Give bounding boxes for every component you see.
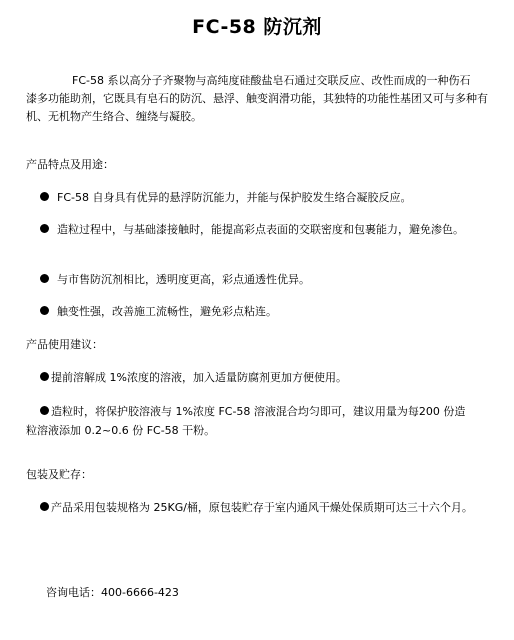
bullet-icon: [40, 502, 49, 511]
usage-item-2: [26, 402, 476, 440]
bullet-icon: [40, 274, 49, 283]
feature-text-3: 与市售防沉剂相比，透明度更高，彩点通透性优异。: [57, 273, 310, 286]
packaging-item-1: [26, 498, 476, 517]
contact-phone: 咨询电话：400-6666-423: [46, 586, 179, 599]
feature-text-4: 触变性强，改善施工流畅性，避免彩点粘连。: [57, 305, 277, 318]
intro-line-2: 漆多功能助剂，它既具有皂石的防沉、悬浮、触变润滑功能，其独特的功能性基团又可与多种有机、无机物产生络合、缠绕与凝胶。: [26, 92, 488, 123]
bullet-icon: [40, 406, 49, 415]
feature-text-1: FC-58 自身具有优异的悬浮防沉能力，并能与保护胶发生络合凝胶反应。: [57, 191, 412, 204]
usage-heading: 产品使用建议：: [26, 338, 103, 351]
usage-text-1: 提前溶解成 1%浓度的溶液，加入适量防腐剂更加方便使用。: [51, 371, 347, 384]
bullet-icon: [40, 372, 49, 381]
feature-item-2: [40, 220, 480, 239]
feature-item-1: [40, 188, 480, 207]
intro-line-1: FC-58 系以高分子齐聚物与高纯度硅酸盐皂石通过交联反应、改性而成的一种伤石: [72, 74, 471, 87]
bullet-icon: [40, 224, 49, 233]
document-title: FC-58 防沉剂: [192, 16, 322, 38]
feature-item-4: [40, 302, 480, 321]
intro-paragraph: [26, 72, 498, 126]
packaging-heading: 包装及贮存：: [26, 468, 92, 481]
usage-text-2: 造粒时，将保护胶溶液与 1%浓度 FC-58 溶液混合均匀即可，建议用量为每200 份造粒溶液添加 0.2~0.6 份 FC-58 干粉。: [26, 405, 466, 437]
bullet-icon: [40, 192, 49, 201]
packaging-text-1: 产品采用包装规格为 25KG/桶，原包装贮存于室内通风干燥处保质期可达三十六个月。: [51, 501, 473, 514]
feature-item-3: [40, 270, 480, 289]
features-heading: 产品特点及用途：: [26, 158, 114, 171]
bullet-icon: [40, 306, 49, 315]
usage-item-1: [40, 368, 480, 387]
feature-text-2: 造粒过程中，与基础漆接触时，能提高彩点表面的交联密度和包裹能力，避免渗色。: [57, 223, 464, 236]
